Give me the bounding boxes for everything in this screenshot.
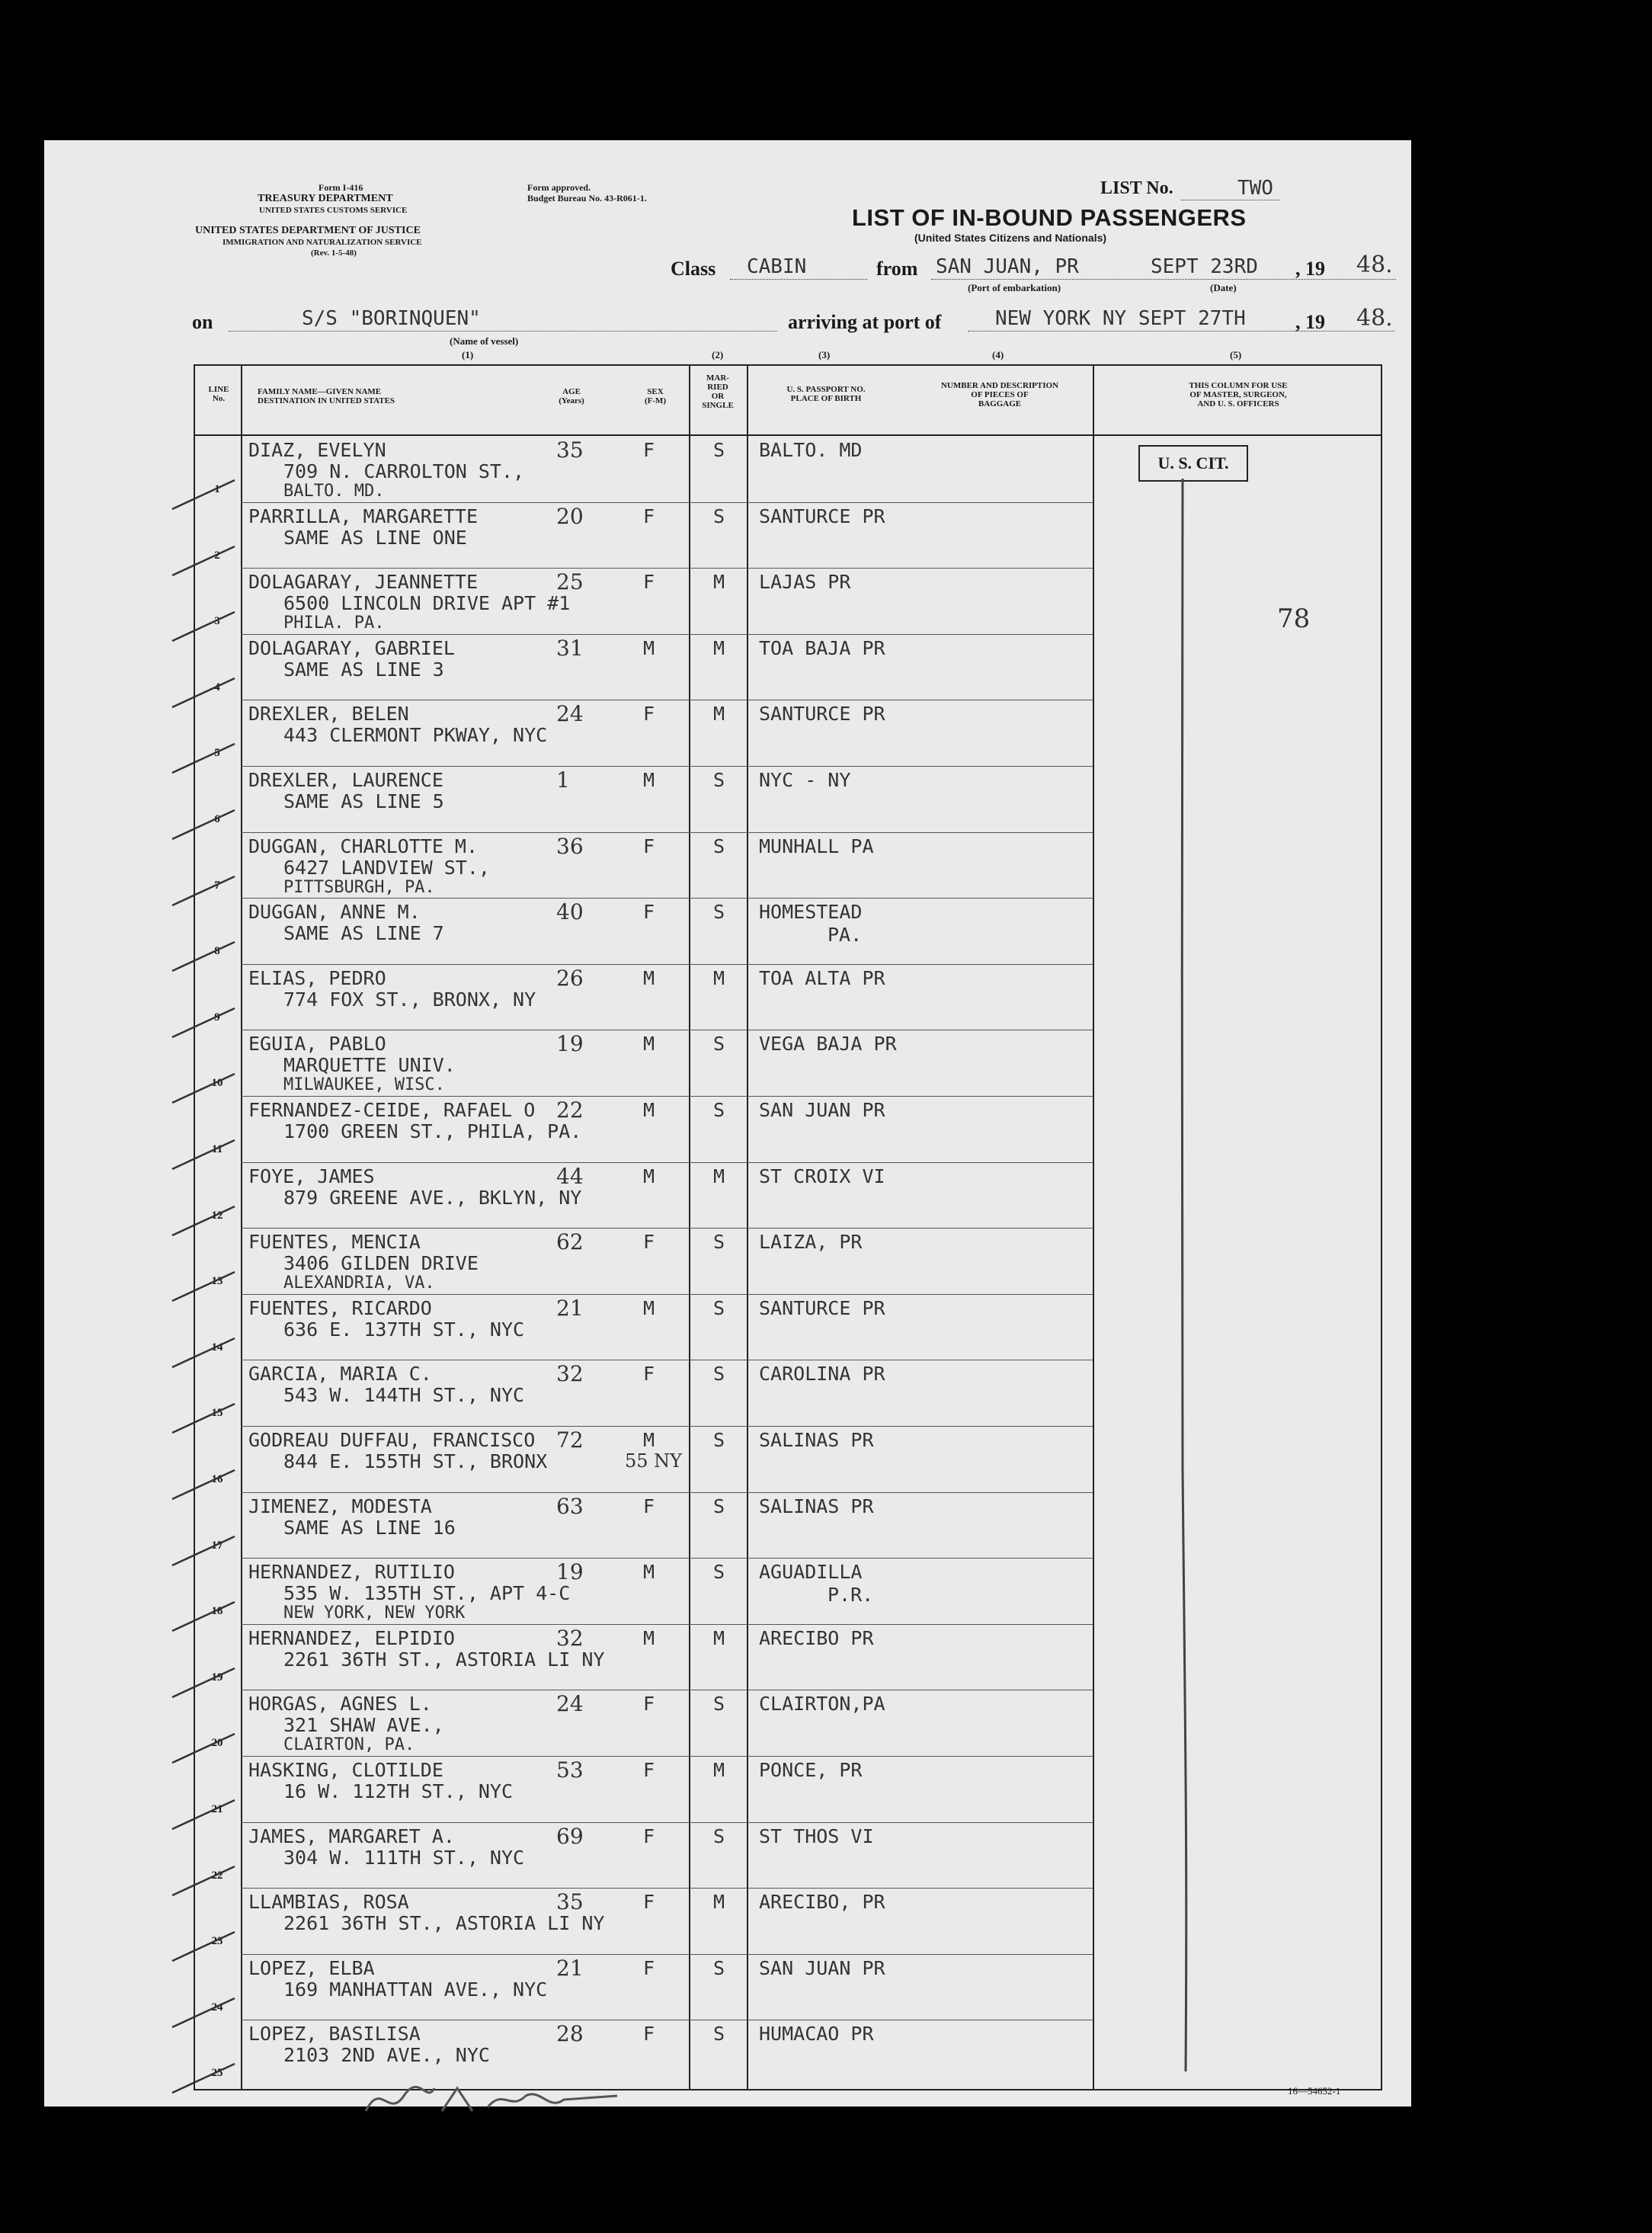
- tally-mark: [169, 1862, 238, 1900]
- passenger-sex: M: [643, 1165, 655, 1187]
- place-of-birth: ARECIBO PR: [759, 1626, 874, 1649]
- line-number: 6: [214, 813, 220, 825]
- tally-mark: [169, 1796, 238, 1834]
- col-header-passport: U. S. PASSPORT NO. PLACE OF BIRTH: [786, 385, 866, 403]
- passenger-name: DREXLER, BELEN: [248, 703, 409, 726]
- row-divider: [241, 766, 1093, 767]
- marital-status: S: [713, 901, 725, 924]
- form-approved: Form approved.: [527, 182, 591, 193]
- place-of-birth: HUMACAO PR: [759, 2023, 874, 2046]
- place-of-birth: ST THOS VI: [759, 1825, 874, 1847]
- place-of-birth: CLAIRTON,PA: [759, 1693, 885, 1716]
- passenger-age: 69: [556, 1823, 584, 1849]
- tally-mark: [169, 1597, 238, 1636]
- passenger-sex: F: [643, 1231, 655, 1254]
- treasury-dept: TREASURY DEPARTMENT: [258, 193, 393, 204]
- justice-dept: UNITED STATES DEPARTMENT OF JUSTICE: [195, 225, 421, 236]
- passenger-age: 1: [556, 767, 570, 793]
- passenger-name: LOPEZ, ELBA: [248, 1956, 375, 1979]
- passenger-address-2: NEW YORK, NEW YORK: [283, 1603, 466, 1623]
- page-title: LIST OF IN-BOUND PASSENGERS: [852, 204, 1247, 231]
- passenger-age: 19: [556, 1559, 584, 1585]
- passenger-age: 19: [556, 1031, 584, 1057]
- marital-status: M: [713, 636, 725, 659]
- place-of-birth: SANTURCE PR: [759, 703, 885, 726]
- marital-status: M: [713, 966, 725, 989]
- col-number: (4): [992, 349, 1004, 360]
- marital-status: S: [713, 1033, 725, 1056]
- tally-mark: [169, 1927, 238, 1965]
- passenger-sex: F: [643, 1693, 655, 1716]
- embark-caption: (Port of embarkation): [968, 282, 1061, 293]
- line-number: 5: [214, 747, 220, 760]
- line-number: 13: [211, 1275, 223, 1288]
- passenger-sex: M: [643, 1626, 655, 1649]
- col-header-baggage: NUMBER AND DESCRIPTION OF PIECES OF BAGGAGE: [940, 381, 1059, 408]
- passenger-address: 169 MANHATTAN AVE., NYC: [283, 1978, 548, 2001]
- col-header-officers: THIS COLUMN FOR USE OF MASTER, SURGEON, AND U. S. OFFICERS: [1189, 381, 1288, 408]
- place-of-birth: MUNHALL PA: [759, 835, 874, 857]
- col-header-married: MAR- RIED OR SINGLE: [702, 373, 734, 410]
- col-header-name: FAMILY NAME—GIVEN NAME DESTINATION IN UNITED STATES: [258, 387, 395, 405]
- tally-mark: [169, 607, 238, 646]
- place-of-birth: SAN JUAN PR: [759, 1099, 885, 1121]
- place-of-birth: CAROLINA PR: [759, 1363, 885, 1386]
- passenger-age: 36: [556, 833, 584, 859]
- line-number: 16: [211, 1473, 223, 1485]
- passenger-sex: M: [643, 1561, 655, 1584]
- passenger-name: DUGGAN, CHARLOTTE M.: [248, 835, 479, 857]
- passenger-address: 2261 36TH ST., ASTORIA LI NY: [283, 1912, 605, 1935]
- passenger-name: HORGAS, AGNES L.: [248, 1693, 432, 1716]
- line-number: 19: [211, 1671, 223, 1684]
- tally-mark: [169, 1202, 238, 1240]
- passenger-age: 21: [556, 1955, 584, 1981]
- col-number: (3): [818, 349, 831, 360]
- passenger-name: FERNANDEZ-CEIDE, RAFAEL O: [248, 1099, 536, 1121]
- budget-bureau: Budget Bureau No. 43-R061-1.: [527, 193, 647, 203]
- place-of-birth: SANTURCE PR: [759, 505, 885, 527]
- passenger-address: 1700 GREEN ST., PHILA, PA.: [283, 1120, 582, 1142]
- passenger-name: HASKING, CLOTILDE: [248, 1759, 443, 1781]
- passenger-sex: F: [643, 571, 655, 594]
- passenger-address: 443 CLERMONT PKWAY, NYC: [283, 724, 548, 747]
- passenger-sex: M: [643, 636, 655, 659]
- line-number: 9: [214, 1011, 220, 1024]
- place-of-birth: SALINAS PR: [759, 1429, 874, 1451]
- passenger-sex: F: [643, 1956, 655, 1979]
- passenger-age: 24: [556, 1691, 584, 1717]
- marital-status: S: [713, 505, 725, 527]
- line-number: 20: [211, 1737, 223, 1750]
- class-value: CABIN: [747, 255, 807, 278]
- passenger-name: ELIAS, PEDRO: [248, 966, 386, 989]
- row-divider: [241, 1162, 1093, 1163]
- sail-date: SEPT 23RD: [1151, 255, 1258, 278]
- row-divider: [241, 898, 1093, 899]
- passenger-address: 844 E. 155TH ST., BRONX: [283, 1450, 548, 1472]
- passenger-address: 321 SHAW AVE.,: [283, 1714, 444, 1737]
- line-number: 3: [214, 615, 220, 628]
- passenger-sex: M: [643, 1429, 655, 1451]
- tally-mark: [169, 476, 238, 514]
- row-divider: [241, 1954, 1093, 1955]
- place-of-birth: ARECIBO, PR: [759, 1891, 885, 1914]
- arriving-label: arriving at port of: [788, 311, 942, 333]
- passenger-address: 2261 36TH ST., ASTORIA LI NY: [283, 1648, 605, 1671]
- row-divider: [241, 1756, 1093, 1757]
- place-of-birth: ST CROIX VI: [759, 1165, 885, 1187]
- tally-mark: [169, 1994, 238, 2032]
- passenger-age: 72: [556, 1427, 584, 1453]
- passenger-name: GODREAU DUFFAU, FRANCISCO: [248, 1429, 536, 1451]
- passenger-address: 2103 2ND AVE., NYC: [283, 2044, 490, 2067]
- passenger-address: SAME AS LINE 16: [283, 1516, 456, 1539]
- officer-vertical-line: [1166, 479, 1196, 2079]
- place-of-birth: SAN JUAN PR: [759, 1956, 885, 1979]
- passenger-sex: F: [643, 1363, 655, 1386]
- passenger-address-2: BALTO. MD.: [283, 482, 385, 501]
- list-no-value: TWO: [1237, 177, 1273, 200]
- passenger-sex: F: [643, 505, 655, 527]
- marital-status: M: [713, 1759, 725, 1781]
- marital-status: S: [713, 1561, 725, 1584]
- marital-status: S: [713, 1825, 725, 1847]
- passenger-name: PARRILLA, MARGARETTE: [248, 505, 479, 527]
- on-label: on: [192, 311, 213, 333]
- row-divider: [241, 832, 1093, 833]
- passenger-address: SAME AS LINE 5: [283, 790, 444, 812]
- passenger-name: DREXLER, LAURENCE: [248, 769, 443, 791]
- passenger-name: DUGGAN, ANNE M.: [248, 901, 421, 924]
- us-citizen-stamp: U. S. CIT.: [1138, 445, 1248, 482]
- passenger-address: 535 W. 135TH ST., APT 4-C: [283, 1582, 571, 1605]
- marital-status: S: [713, 1296, 725, 1319]
- place-of-birth: VEGA BAJA PR: [759, 1033, 897, 1056]
- page-subtitle: (United States Citizens and Nationals): [914, 232, 1107, 244]
- marital-status: S: [713, 439, 725, 461]
- passenger-name: FUENTES, RICARDO: [248, 1296, 432, 1319]
- passenger-sex: M: [643, 769, 655, 791]
- line-number: 11: [211, 1143, 223, 1155]
- passenger-age: 40: [556, 899, 584, 925]
- passenger-address: MARQUETTE UNIV.: [283, 1054, 456, 1077]
- row-divider: [241, 964, 1093, 965]
- passenger-age: 25: [556, 569, 584, 595]
- passenger-name: LOPEZ, BASILISA: [248, 2023, 421, 2046]
- passenger-age: 26: [556, 965, 584, 991]
- passenger-sex: F: [643, 703, 655, 726]
- marital-status: S: [713, 1231, 725, 1254]
- tally-mark: [169, 1136, 238, 1174]
- tally-mark: [169, 1729, 238, 1767]
- passenger-sex: F: [643, 1891, 655, 1914]
- marital-status: S: [713, 1956, 725, 1979]
- line-number: 18: [211, 1605, 223, 1618]
- row-divider: [241, 1228, 1093, 1229]
- passenger-name: HERNANDEZ, ELPIDIO: [248, 1626, 455, 1649]
- marital-status: M: [713, 571, 725, 594]
- tally-mark: [169, 1664, 238, 1702]
- tally-mark: [169, 674, 238, 712]
- passenger-sex: F: [643, 901, 655, 924]
- passenger-age: 22: [556, 1097, 584, 1123]
- passenger-address: 6427 LANDVIEW ST.,: [283, 856, 490, 879]
- line-number: 2: [214, 549, 220, 562]
- arrival-port: NEW YORK NY SEPT 27TH: [995, 307, 1246, 330]
- place-of-birth: TOA BAJA PR: [759, 636, 885, 659]
- tally-mark: [169, 872, 238, 910]
- line-number: 1: [214, 483, 220, 495]
- row-divider: [241, 502, 1093, 503]
- passenger-address-2: CLAIRTON, PA.: [283, 1735, 415, 1755]
- marital-status: S: [713, 1099, 725, 1121]
- place-of-birth-2: P.R.: [828, 1584, 874, 1607]
- passenger-age: 20: [556, 503, 584, 529]
- passenger-age: 62: [556, 1229, 584, 1255]
- class-label: Class: [671, 258, 716, 280]
- passenger-sex: M: [643, 966, 655, 989]
- line-number: 17: [211, 1539, 223, 1552]
- marital-status: S: [713, 2023, 725, 2046]
- margin-note: 78: [1277, 604, 1311, 634]
- passenger-address-2: PITTSBURGH, PA.: [283, 877, 435, 897]
- line-number: 22: [211, 1869, 223, 1882]
- line-number: 4: [214, 681, 220, 694]
- marital-status: S: [713, 1429, 725, 1451]
- marital-status: S: [713, 1693, 725, 1716]
- passenger-name: FOYE, JAMES: [248, 1165, 375, 1187]
- passenger-address-2: MILWAUKEE, WISC.: [283, 1075, 445, 1095]
- passenger-name: LLAMBIAS, ROSA: [248, 1891, 409, 1914]
- year-2: 48.: [1356, 305, 1393, 332]
- passenger-name: EGUIA, PABLO: [248, 1033, 386, 1056]
- passenger-address: SAME AS LINE 7: [283, 922, 444, 945]
- passenger-address-2: PHILA. PA.: [283, 614, 385, 633]
- passenger-sex: M: [643, 1033, 655, 1056]
- tally-mark: [169, 806, 238, 844]
- line-number: 25: [211, 2067, 223, 2080]
- tally-mark: [169, 1399, 238, 1437]
- line-number: 21: [211, 1803, 223, 1815]
- col-number: (5): [1230, 349, 1242, 360]
- tally-mark: [169, 1004, 238, 1042]
- place-of-birth-2: PA.: [828, 924, 863, 947]
- line-number: 8: [214, 945, 220, 958]
- line-number: 10: [211, 1077, 223, 1090]
- marital-status: S: [713, 769, 725, 791]
- passenger-address: 3406 GILDEN DRIVE: [283, 1252, 479, 1275]
- passenger-age: 53: [556, 1757, 584, 1783]
- tally-mark: [169, 1532, 238, 1570]
- marital-status: M: [713, 1626, 725, 1649]
- year-prefix-1: , 19: [1295, 258, 1325, 280]
- passenger-address: SAME AS LINE 3: [283, 658, 444, 681]
- passenger-age: 44: [556, 1163, 584, 1189]
- line-number: 15: [211, 1407, 223, 1420]
- row-divider: [241, 1888, 1093, 1889]
- passenger-address-2: ALEXANDRIA, VA.: [283, 1273, 435, 1293]
- passenger-sex: F: [643, 1825, 655, 1847]
- row-divider: [241, 1096, 1093, 1097]
- form-number: Form I-416: [319, 182, 363, 193]
- customs-service: UNITED STATES CUSTOMS SERVICE: [259, 206, 408, 215]
- place-of-birth: HOMESTEAD: [759, 901, 863, 924]
- passenger-age: 32: [556, 1625, 584, 1651]
- passenger-name: HERNANDEZ, RUTILIO: [248, 1561, 455, 1584]
- marital-status: M: [713, 1165, 725, 1187]
- place-of-birth: SALINAS PR: [759, 1495, 874, 1517]
- passenger-age: 63: [556, 1493, 584, 1519]
- row-divider: [241, 1492, 1093, 1493]
- line-number: 24: [211, 2001, 223, 2014]
- col-header-age: AGE (Years): [559, 387, 584, 405]
- row-divider: [241, 1558, 1093, 1559]
- passenger-name: FUENTES, MENCIA: [248, 1231, 421, 1254]
- row-divider: [241, 568, 1093, 569]
- tally-mark: [169, 1069, 238, 1107]
- place-of-birth: LAIZA, PR: [759, 1231, 863, 1254]
- age-note: 55 NY: [625, 1450, 683, 1472]
- marital-status: S: [713, 835, 725, 857]
- passenger-sex: M: [643, 1296, 655, 1319]
- passenger-name: DIAZ, EVELYN: [248, 439, 386, 461]
- tally-mark: [169, 2059, 238, 2097]
- from-value: SAN JUAN, PR: [936, 255, 1079, 278]
- passenger-age: 31: [556, 635, 584, 661]
- passenger-address: SAME AS LINE ONE: [283, 526, 467, 549]
- ins-service: IMMIGRATION AND NATURALIZATION SERVICE: [223, 238, 422, 247]
- revision: (Rev. 1-5-48): [311, 248, 357, 258]
- line-number: 14: [211, 1341, 223, 1354]
- footer-code: 16—54652-1: [1288, 2085, 1341, 2097]
- passenger-age: 24: [556, 701, 584, 727]
- handwritten-signature: [358, 2073, 632, 2126]
- vessel-name: S/S "BORINQUEN": [302, 307, 481, 330]
- place-of-birth: TOA ALTA PR: [759, 966, 885, 989]
- marital-status: M: [713, 703, 725, 726]
- passenger-age: 32: [556, 1361, 584, 1387]
- passenger-age: 21: [556, 1295, 584, 1321]
- row-divider: [241, 1624, 1093, 1625]
- marital-status: S: [713, 1495, 725, 1517]
- passenger-address: 709 N. CARROLTON ST.,: [283, 460, 525, 482]
- passenger-age: 28: [556, 2021, 584, 2047]
- tally-mark: [169, 542, 238, 580]
- passenger-name: DOLAGARAY, GABRIEL: [248, 636, 455, 659]
- passenger-name: GARCIA, MARIA C.: [248, 1363, 432, 1386]
- passenger-name: JAMES, MARGARET A.: [248, 1825, 455, 1847]
- passenger-age: 35: [556, 1889, 584, 1915]
- year-1: 48.: [1356, 251, 1393, 278]
- marital-status: M: [713, 1891, 725, 1914]
- passenger-sex: F: [643, 2023, 655, 2046]
- list-no-label: LIST No.: [1100, 178, 1173, 198]
- line-number: 7: [214, 879, 220, 892]
- place-of-birth: AGUADILLA: [759, 1561, 863, 1584]
- line-number: 23: [211, 1935, 223, 1948]
- passenger-address: 304 W. 111TH ST., NYC: [283, 1846, 525, 1869]
- row-divider: [241, 634, 1093, 635]
- line-number: 12: [211, 1209, 223, 1222]
- passenger-address: 774 FOX ST., BRONX, NY: [283, 988, 536, 1011]
- passenger-sex: F: [643, 835, 655, 857]
- tally-mark: [169, 739, 238, 777]
- place-of-birth: BALTO. MD: [759, 439, 863, 461]
- tally-mark: [169, 1267, 238, 1306]
- place-of-birth: PONCE, PR: [759, 1759, 863, 1781]
- row-divider: [241, 1294, 1093, 1295]
- marital-status: S: [713, 1363, 725, 1386]
- passenger-sex: F: [643, 1495, 655, 1517]
- tally-mark: [169, 1334, 238, 1372]
- row-divider: [241, 1822, 1093, 1823]
- col-header-sex: SEX (F-M): [644, 387, 667, 405]
- date-caption: (Date): [1210, 282, 1237, 293]
- tally-mark: [169, 1466, 238, 1504]
- row-divider: [241, 1426, 1093, 1427]
- place-of-birth: SANTURCE PR: [759, 1296, 885, 1319]
- passenger-sex: M: [643, 1099, 655, 1121]
- col-number: (2): [712, 349, 724, 360]
- from-label: from: [876, 258, 918, 280]
- passenger-address: 543 W. 144TH ST., NYC: [283, 1384, 525, 1407]
- col-header-line: LINE No.: [208, 385, 229, 403]
- passenger-address: 636 E. 137TH ST., NYC: [283, 1318, 525, 1341]
- passenger-sex: F: [643, 1759, 655, 1781]
- passenger-name: JIMENEZ, MODESTA: [248, 1495, 432, 1517]
- place-of-birth: LAJAS PR: [759, 571, 851, 594]
- passenger-sex: F: [643, 439, 655, 461]
- passenger-name: DOLAGARAY, JEANNETTE: [248, 571, 479, 594]
- passenger-address: 879 GREENE AVE., BKLYN, NY: [283, 1186, 582, 1209]
- passenger-address: 6500 LINCOLN DRIVE APT #1: [283, 592, 571, 615]
- place-of-birth: NYC - NY: [759, 769, 851, 791]
- passenger-address: 16 W. 112TH ST., NYC: [283, 1780, 514, 1802]
- vessel-caption: (Name of vessel): [450, 335, 519, 347]
- col-number: (1): [462, 349, 474, 360]
- passenger-age: 35: [556, 437, 584, 463]
- year-prefix-2: , 19: [1295, 311, 1325, 333]
- tally-mark: [169, 937, 238, 976]
